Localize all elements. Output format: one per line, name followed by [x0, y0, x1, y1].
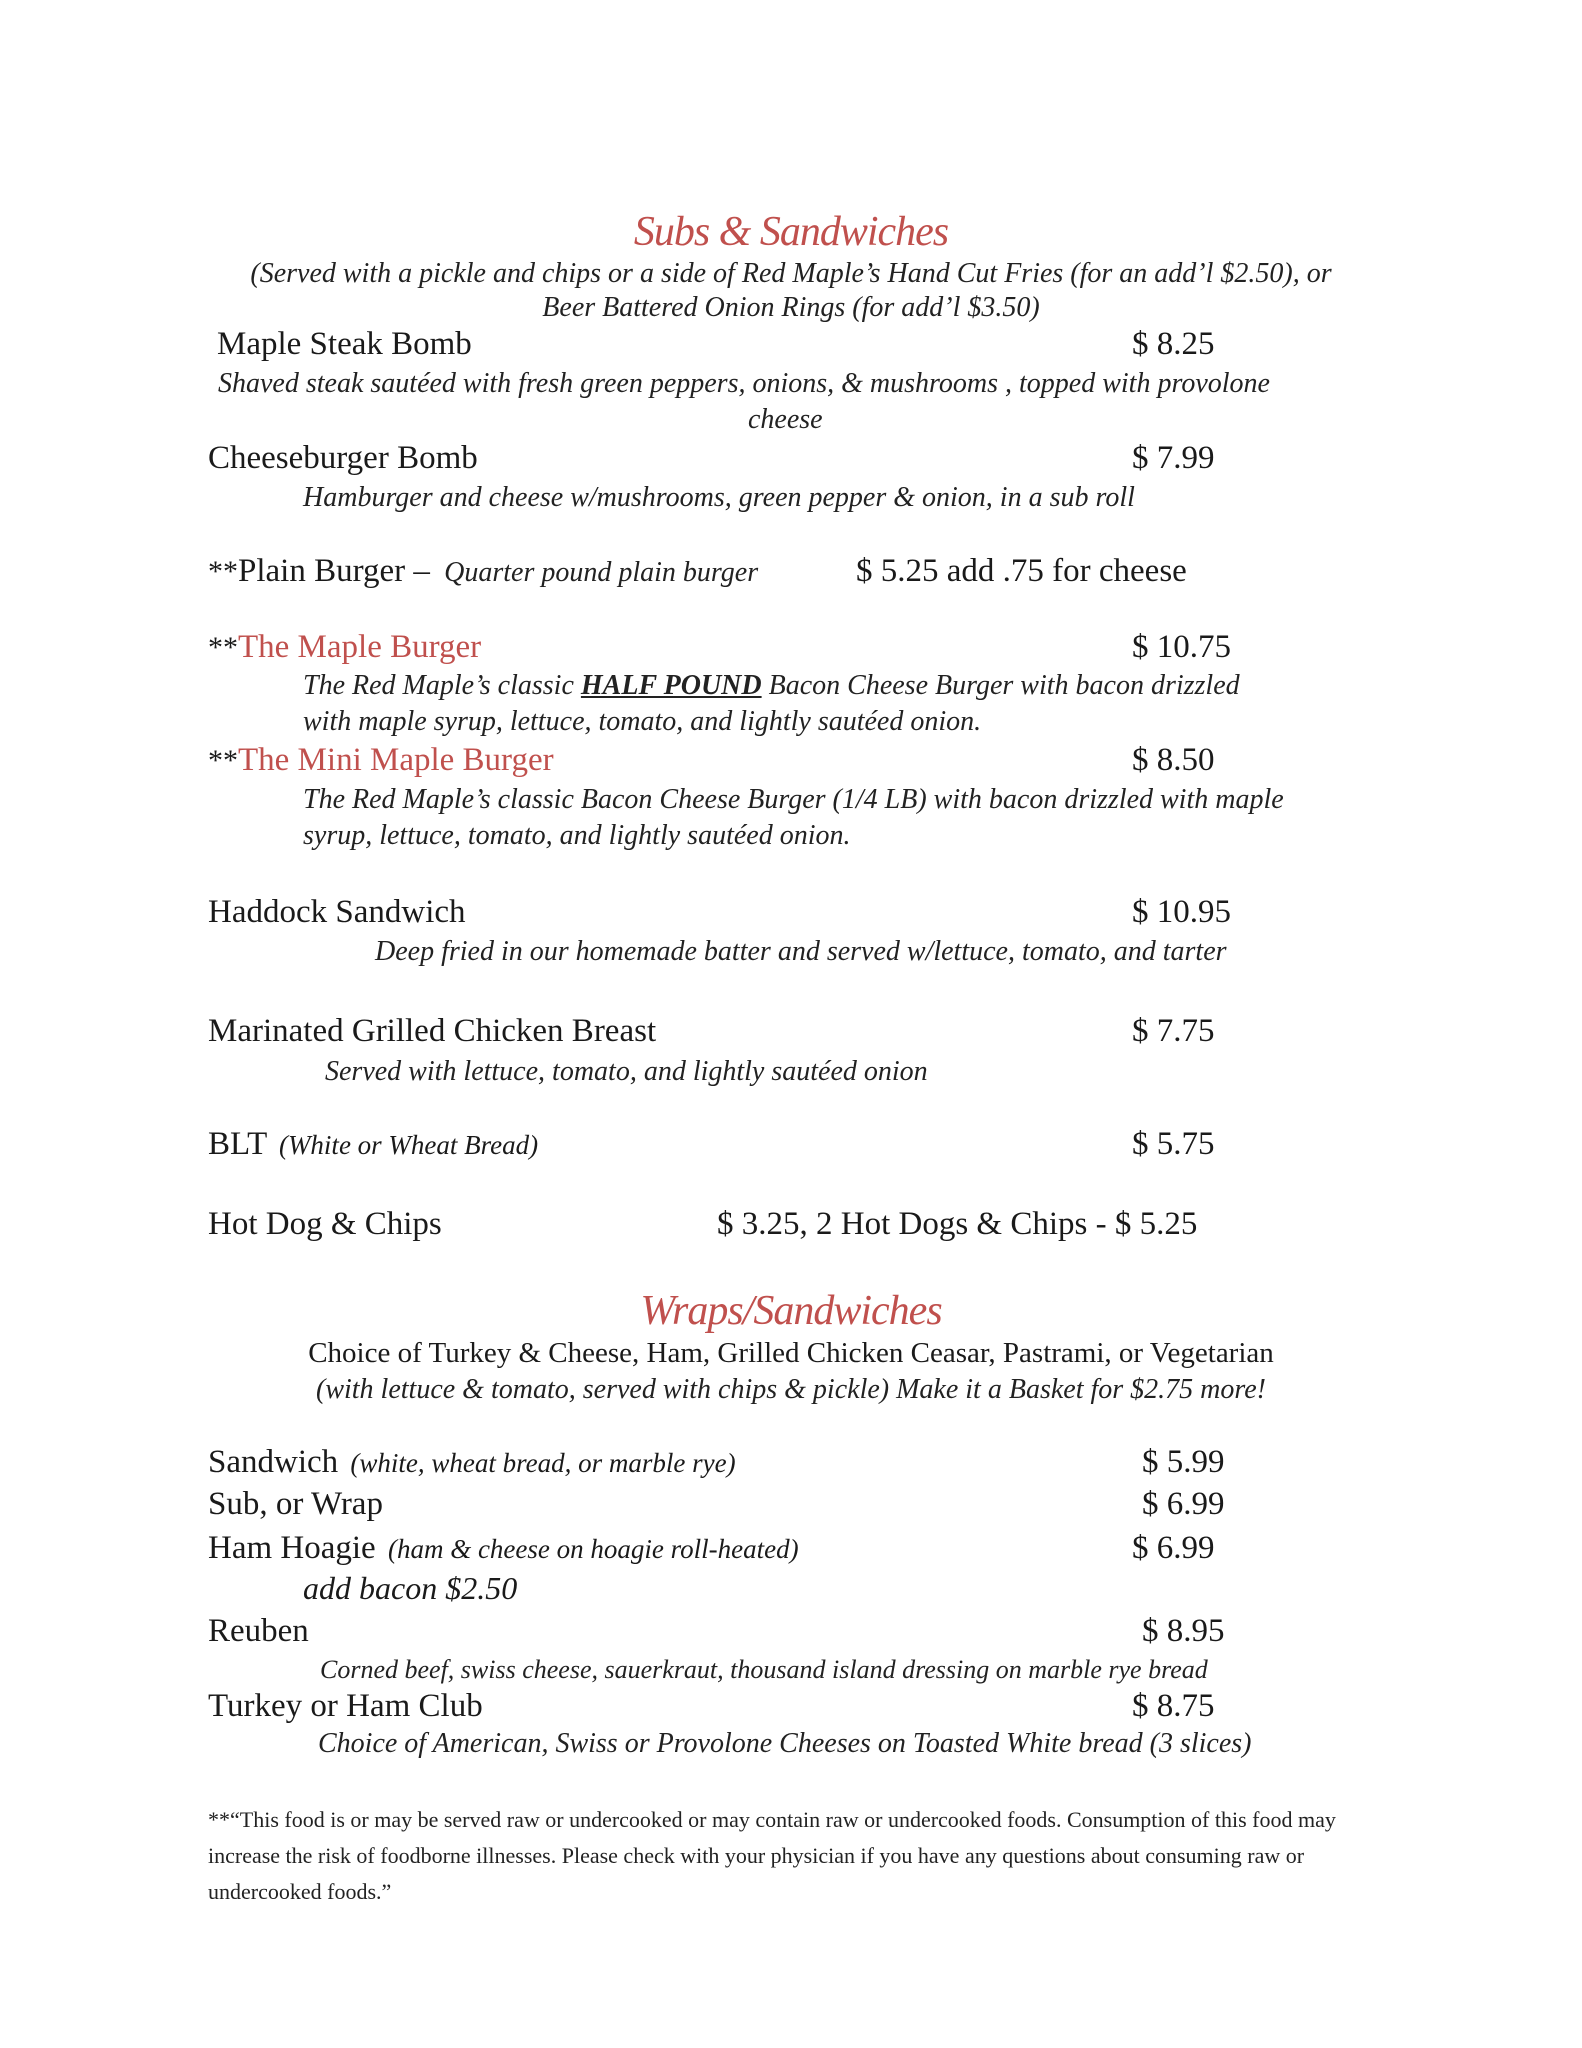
- item-name-hot-dog: Hot Dog & Chips: [208, 1206, 442, 1242]
- half-pound-emphasis: HALF POUND: [580, 670, 762, 701]
- item-the-maple-burger: [208, 629, 481, 666]
- raw-food-disclaimer: **“This food is or may be served raw or undercooked or may contain raw or undercooked foods. Consumption of this food may increase the risk of foodborne illnesses. Please check with your physician if you have any questions about consuming raw or undercooked foods.”: [208, 1807, 1336, 1904]
- item-price-blt: $ 5.75: [1132, 1126, 1215, 1162]
- item-price-the-mini-maple-burger: $ 8.50: [1132, 742, 1215, 778]
- raw-food-marker: **: [208, 631, 238, 664]
- wrap-price-ham-hoagie: $ 6.99: [1132, 1530, 1215, 1566]
- item-price-plain-burger: $ 5.25 add .75 for cheese: [856, 553, 1187, 589]
- wraps-section-title: Wraps/Sandwiches: [640, 1288, 942, 1334]
- wrap-price-reuben: $ 8.95: [1142, 1613, 1225, 1649]
- wrap-desc-club: Choice of American, Swiss or Provolone Cheeses on Toasted White bread (3 slices): [318, 1728, 1252, 1759]
- subs-note-line-1: (Served with a pickle and chips or a side of Red Maple’s Hand Cut Fries (for an add’l $2.50), or: [250, 258, 1332, 289]
- item-desc-the-maple-burger-1: The Red Maple’s classic HALF POUND Bacon Cheese Burger with bacon drizzled: [303, 670, 1240, 701]
- item-desc-the-mini-maple-burger-1: The Red Maple’s classic Bacon Cheese Burger (1/4 LB) with bacon drizzled with maple: [303, 784, 1284, 815]
- item-subtitle-blt: (White or Wheat Bread): [278, 1130, 539, 1160]
- wrap-price-sandwich: $ 5.99: [1142, 1444, 1225, 1480]
- wraps-choice-line: Choice of Turkey & Cheese, Ham, Grilled Chicken Ceasar, Pastrami, or Vegetarian: [308, 1337, 1274, 1369]
- item-desc-cheeseburger-bomb: Hamburger and cheese w/mushrooms, green pepper & onion, in a sub roll: [303, 482, 1135, 513]
- item-the-mini-maple-burger: [208, 742, 554, 779]
- item-plain-burger: [208, 553, 758, 590]
- item-name-the-mini-maple-burger: The Mini Maple Burger: [238, 742, 554, 778]
- item-desc-the-maple-burger-2: with maple syrup, lettuce, tomato, and lightly sautéed onion.: [303, 706, 982, 737]
- item-desc-maple-steak-bomb-2: cheese: [748, 404, 823, 435]
- wrap-item-ham-hoagie: [208, 1530, 799, 1567]
- raw-food-marker: **: [208, 744, 238, 777]
- item-name-blt: BLT: [208, 1126, 267, 1162]
- wrap-item-sandwich: [208, 1444, 736, 1481]
- item-price-cheeseburger-bomb: $ 7.99: [1132, 440, 1215, 476]
- wrap-name-sandwich: Sandwich: [208, 1444, 339, 1480]
- item-desc-maple-steak-bomb-1: Shaved steak sautéed with fresh green peppers, onions, & mushrooms , topped with provolone: [218, 368, 1270, 399]
- item-desc-the-mini-maple-burger-2: syrup, lettuce, tomato, and lightly sautéed onion.: [303, 820, 851, 851]
- subs-section-title: Subs & Sandwiches: [633, 209, 949, 255]
- item-subtitle-plain-burger: Quarter pound plain burger: [444, 557, 759, 588]
- item-name-plain-burger: Plain Burger –: [238, 553, 430, 589]
- wrap-addon-ham-hoagie: add bacon $2.50: [303, 1570, 518, 1606]
- subs-note-line-2: Beer Battered Onion Rings (for add’l $3.50): [542, 292, 1040, 323]
- item-price-grilled-chicken: $ 7.75: [1132, 1013, 1215, 1049]
- item-price-maple-steak-bomb: $ 8.25: [1132, 326, 1215, 362]
- item-price-haddock-sandwich: $ 10.95: [1132, 894, 1231, 930]
- wrap-name-club: Turkey or Ham Club: [208, 1688, 483, 1724]
- item-name-haddock-sandwich: Haddock Sandwich: [208, 894, 466, 930]
- wrap-subtitle-ham-hoagie: (ham & cheese on hoagie roll-heated): [387, 1534, 799, 1564]
- wrap-name-sub-or-wrap: Sub, or Wrap: [208, 1486, 383, 1522]
- item-desc-haddock-sandwich: Deep fried in our homemade batter and served w/lettuce, tomato, and tarter: [375, 936, 1227, 967]
- wrap-subtitle-sandwich: (white, wheat bread, or marble rye): [350, 1448, 736, 1478]
- item-name-cheeseburger-bomb: Cheeseburger Bomb: [208, 440, 478, 476]
- item-blt: [208, 1126, 538, 1163]
- item-name-maple-steak-bomb: Maple Steak Bomb: [217, 326, 472, 362]
- wraps-note-line: (with lettuce & tomato, served with chips & pickle) Make it a Basket for $2.75 more!: [316, 1374, 1266, 1405]
- item-name-grilled-chicken: Marinated Grilled Chicken Breast: [208, 1013, 657, 1049]
- item-desc-grilled-chicken: Served with lettuce, tomato, and lightly sautéed onion: [325, 1056, 928, 1087]
- wrap-name-reuben: Reuben: [208, 1613, 309, 1649]
- item-name-the-maple-burger: The Maple Burger: [238, 629, 482, 665]
- wrap-name-ham-hoagie: Ham Hoagie: [208, 1530, 376, 1566]
- raw-food-marker: **: [208, 555, 238, 588]
- wrap-desc-reuben: Corned beef, swiss cheese, sauerkraut, thousand island dressing on marble rye bread: [320, 1655, 1208, 1684]
- wrap-price-club: $ 8.75: [1132, 1688, 1215, 1724]
- wrap-price-sub-or-wrap: $ 6.99: [1142, 1486, 1225, 1522]
- item-price-hot-dog: $ 3.25, 2 Hot Dogs & Chips - $ 5.25: [717, 1206, 1198, 1242]
- item-price-the-maple-burger: $ 10.75: [1132, 629, 1231, 665]
